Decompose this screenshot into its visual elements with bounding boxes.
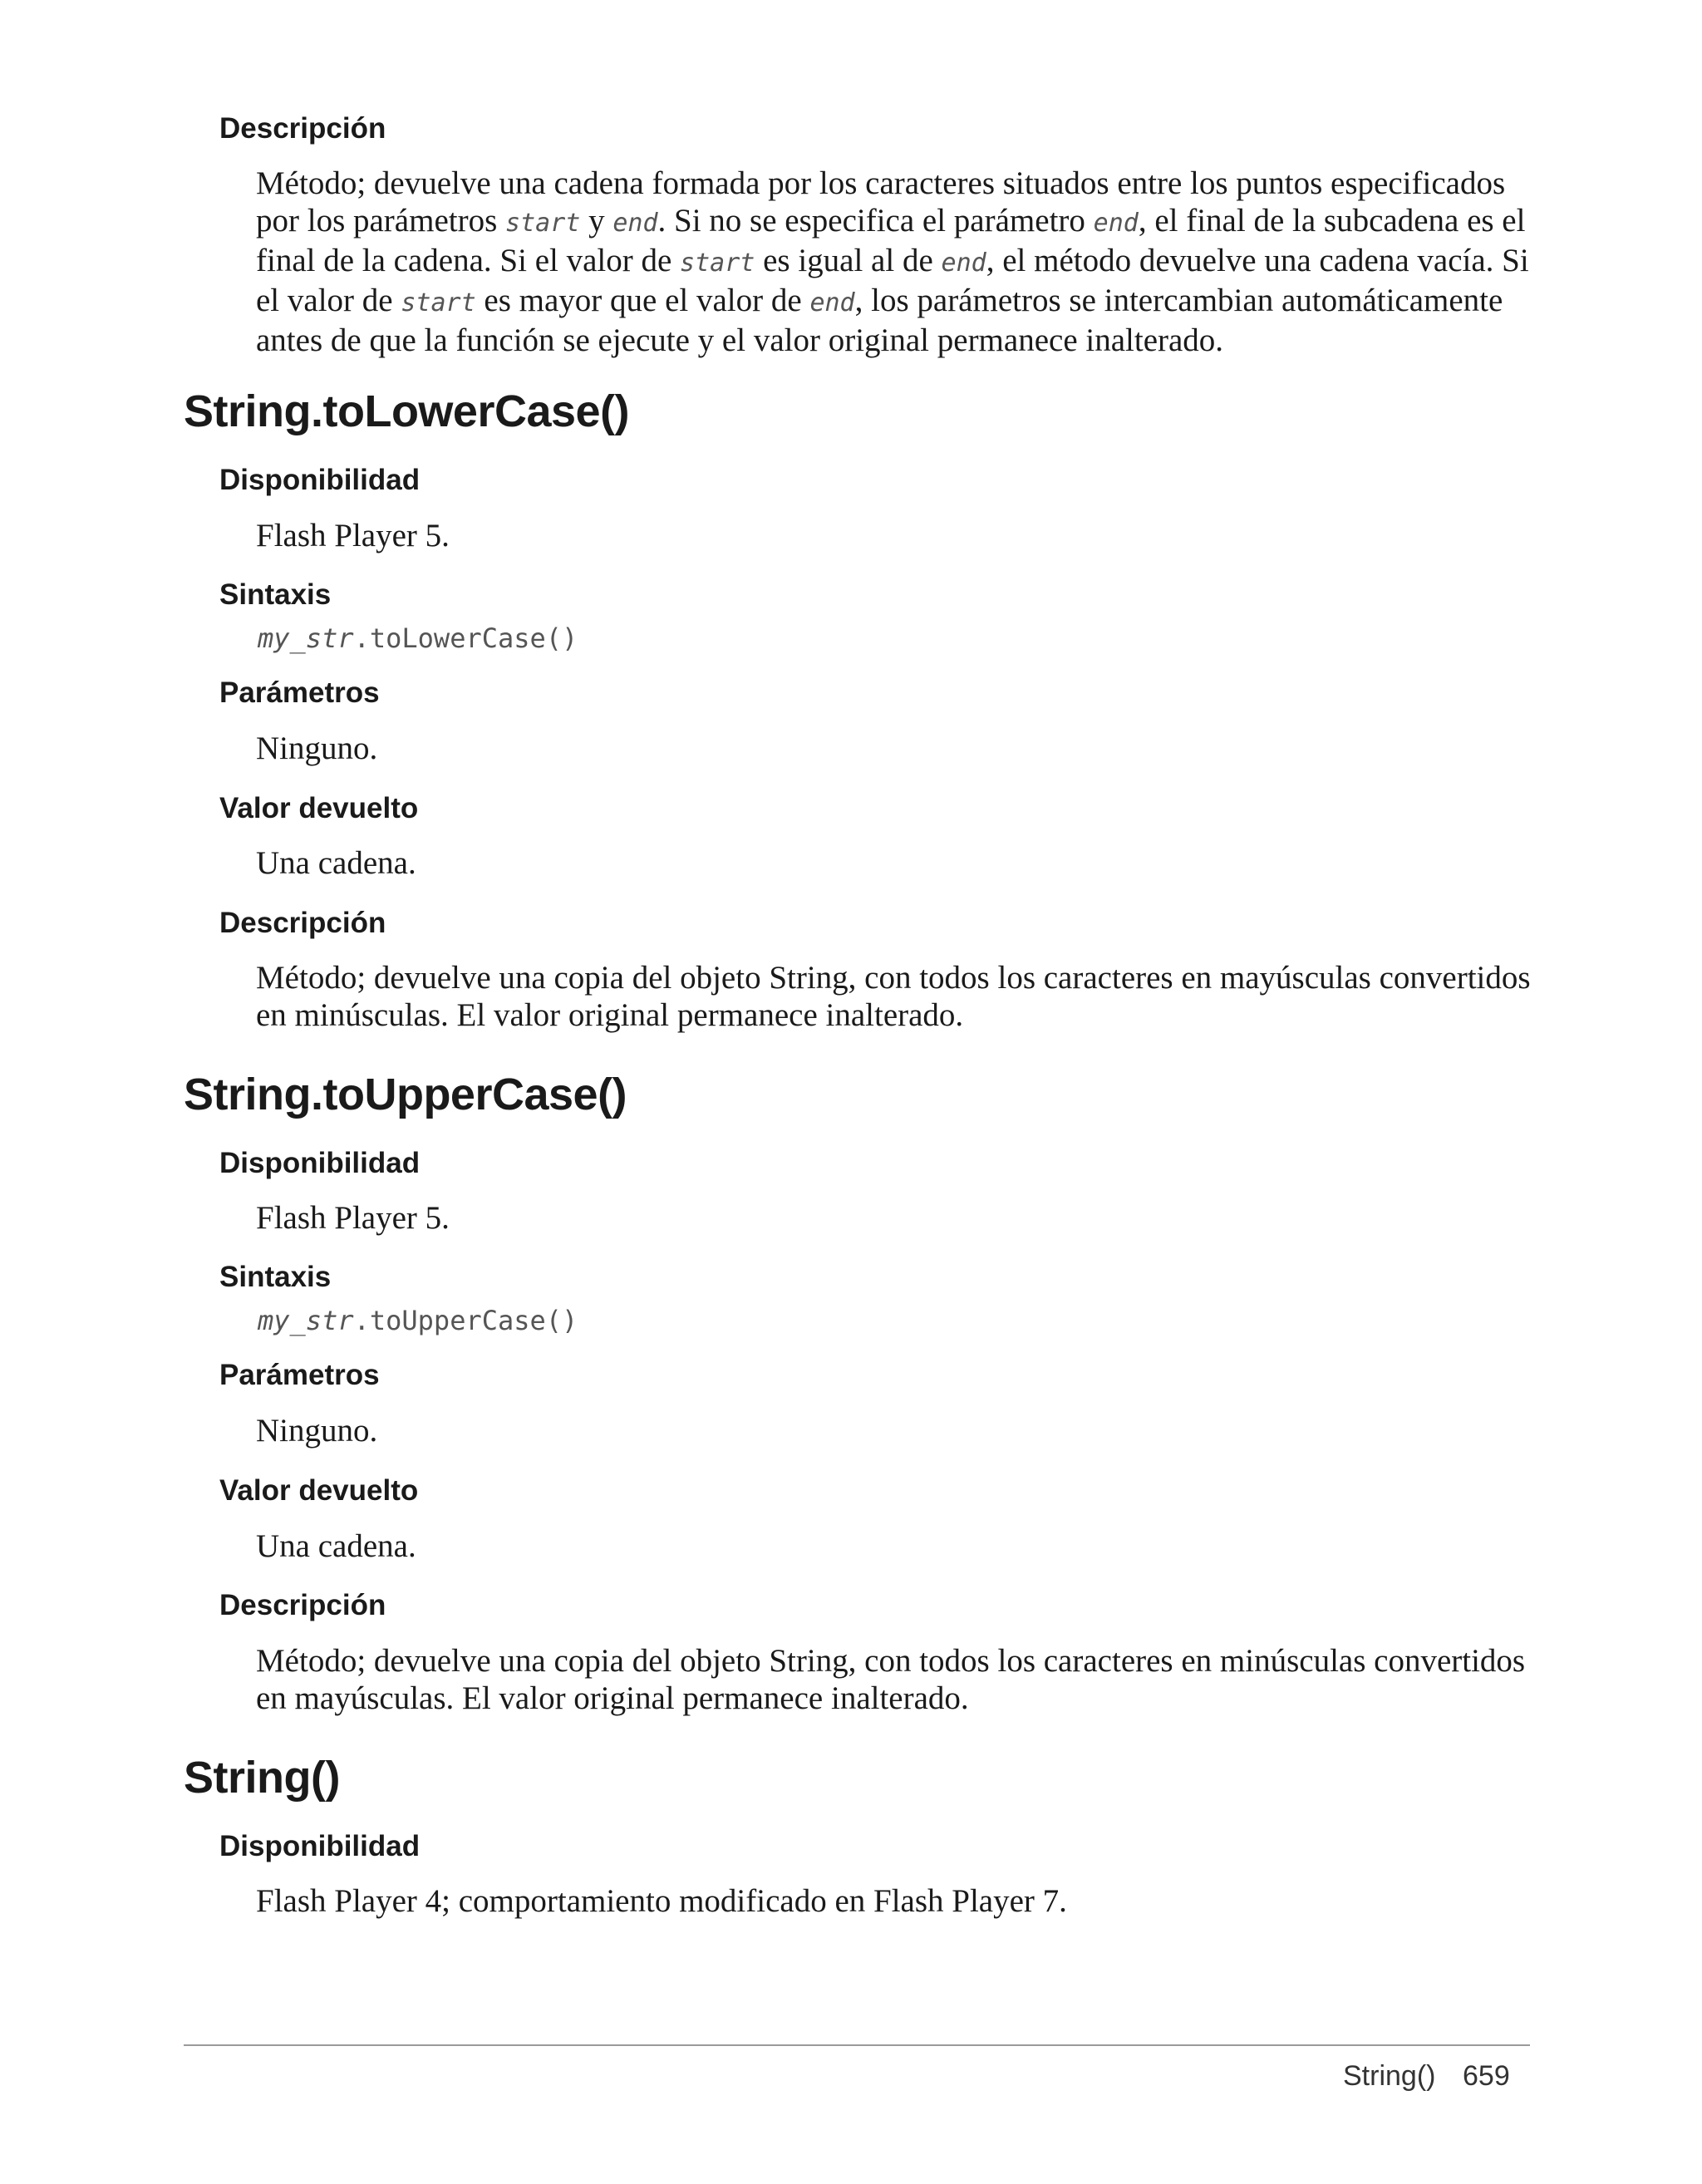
entry-title-touppercase: String.toUpperCase() bbox=[184, 1070, 627, 1119]
parameters-text: Ninguno. bbox=[256, 1413, 378, 1449]
availability-text: Flash Player 4; comportamiento modificado en Flash Player 7. bbox=[256, 1883, 1067, 1919]
param-end: end bbox=[941, 248, 986, 278]
availability-text: Flash Player 5. bbox=[256, 1200, 450, 1236]
syntax-method: .toLowerCase() bbox=[353, 622, 578, 654]
label-syntax: Sintaxis bbox=[219, 1261, 332, 1293]
paragraph-line: por los parámetros start y end. Si no se especifica el parámetro end, el final de la subcadena es el bbox=[256, 203, 1526, 239]
availability-text: Flash Player 5. bbox=[256, 518, 450, 553]
label-return-value: Valor devuelto bbox=[219, 1474, 419, 1507]
paragraph-line: Método; devuelve una copia del objeto String, con todos los caracteres en mayúsculas convertidos bbox=[256, 960, 1531, 996]
label-description: Descripción bbox=[219, 1589, 386, 1621]
syntax-method: .toUpperCase() bbox=[353, 1305, 578, 1336]
return-value-text: Una cadena. bbox=[256, 1528, 416, 1564]
syntax-code bbox=[258, 1302, 578, 1339]
paragraph-line: Método; devuelve una copia del objeto String, con todos los caracteres en minúsculas convertidos bbox=[256, 1643, 1526, 1679]
label-parameters: Parámetros bbox=[219, 676, 380, 709]
label-parameters: Parámetros bbox=[219, 1359, 380, 1391]
paragraph-line: el valor de start es mayor que el valor de end, los parámetros se intercambian automáticamente bbox=[256, 283, 1503, 318]
param-end: end bbox=[809, 288, 855, 317]
label-availability: Disponibilidad bbox=[219, 464, 421, 496]
param-end: end bbox=[1093, 209, 1139, 238]
paragraph-line: en minúsculas. El valor original permanece inalterado. bbox=[256, 997, 964, 1033]
syntax-object: my_str bbox=[258, 622, 354, 654]
syntax-code bbox=[258, 620, 578, 657]
param-start: start bbox=[401, 288, 476, 317]
param-start: start bbox=[680, 248, 755, 278]
description-text bbox=[256, 959, 1531, 1034]
entry-title-tolowercase: String.toLowerCase() bbox=[184, 386, 630, 436]
label-availability: Disponibilidad bbox=[219, 1147, 421, 1179]
footer-section-name: String() bbox=[1343, 2060, 1436, 2092]
description-paragraph bbox=[256, 165, 1536, 359]
footer-page-number: 659 bbox=[1463, 2060, 1510, 2092]
label-return-value: Valor devuelto bbox=[219, 792, 419, 824]
syntax-object: my_str bbox=[258, 1305, 354, 1336]
return-value-text: Una cadena. bbox=[256, 845, 416, 881]
param-start: start bbox=[505, 209, 581, 238]
paragraph-line: final de la cadena. Si el valor de start es igual al de end, el método devuelve una cadena vacía. Si bbox=[256, 243, 1529, 278]
section-heading-description: Descripción bbox=[219, 112, 386, 145]
paragraph-line: antes de que la función se ejecute y el valor original permanece inalterado. bbox=[256, 322, 1224, 358]
label-description: Descripción bbox=[219, 907, 386, 939]
entry-title-string: String() bbox=[184, 1753, 340, 1803]
param-end: end bbox=[612, 209, 658, 238]
parameters-text: Ninguno. bbox=[256, 730, 378, 766]
paragraph-line: Método; devuelve una cadena formada por los caracteres situados entre los puntos especificados bbox=[256, 165, 1506, 201]
label-availability: Disponibilidad bbox=[219, 1830, 421, 1862]
label-syntax: Sintaxis bbox=[219, 578, 332, 611]
paragraph-line: en mayúsculas. El valor original permanece inalterado. bbox=[256, 1680, 969, 1716]
description-text bbox=[256, 1642, 1525, 1717]
footer-rule bbox=[184, 2044, 1530, 2046]
